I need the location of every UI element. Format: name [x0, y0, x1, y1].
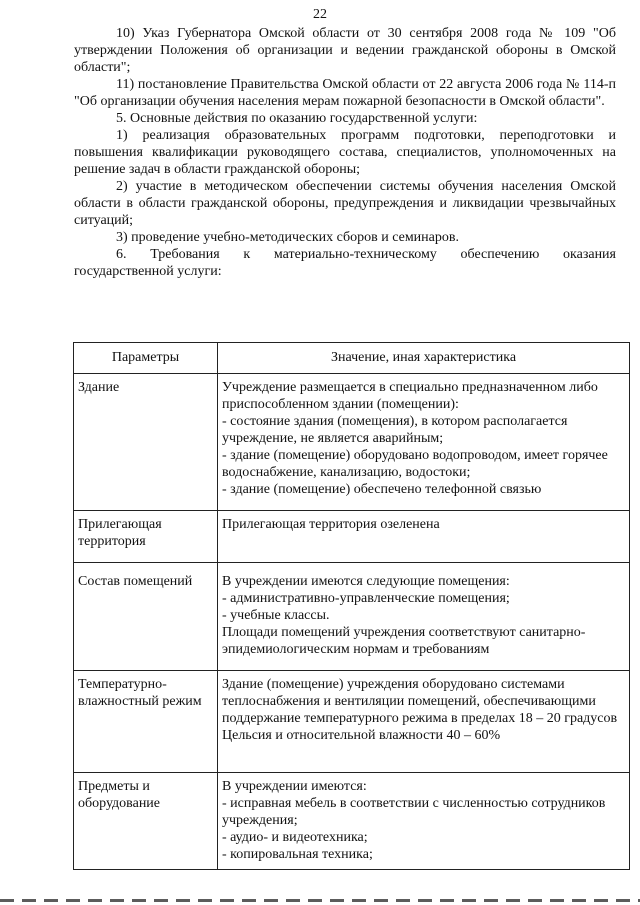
paragraph-section-6: 6. Требования к материально-техническому обеспечению оказания государственной услуги: — [74, 247, 616, 279]
document-body — [74, 25, 616, 280]
paragraph-action-2: 2) участие в методическом обеспечении системы обучения населения Омской области в области гражданской обороны, предупреждения и ликвидации чрезвычайных ситуаций; — [74, 179, 616, 228]
value-line: - здание (помещение) обеспечено телефонной связью — [222, 482, 542, 497]
value-line: - аудио- и видеотехника; — [222, 830, 368, 845]
value-line: - административно-управленческие помещения; — [222, 591, 510, 606]
table-header-value: Значение, иная характеристика — [218, 343, 630, 374]
table-cell-param: Прилегающая территория — [74, 511, 218, 563]
paragraph-action-1: 1) реализация образовательных программ подготовки, переподготовки и повышения квалификации руководящего состава, специалистов, уполномоченных на решение задач в области гражданской обороны; — [74, 128, 616, 177]
table-cell-param: Температурно-влажностный режим — [74, 671, 218, 773]
value-line: Прилегающая территория озеленена — [222, 517, 440, 532]
table-header-row — [74, 343, 630, 374]
value-line: - исправная мебель в соответствии с численностью сотрудников учреждения; — [222, 796, 606, 828]
value-line: Площади помещений учреждения соответствуют санитарно-эпидемиологическим нормам и требованиям — [222, 625, 586, 657]
table-cell-value — [218, 773, 630, 870]
table-cell-value — [218, 374, 630, 511]
requirements-table-wrapper — [60, 342, 640, 862]
value-line: - здание (помещение) оборудовано водопроводом, имеет горячее водоснабжение, канализацию, водостоки; — [222, 448, 608, 480]
table-cell-param: Здание — [74, 374, 218, 511]
paragraph-item-10: 10) Указ Губернатора Омской области от 30 сентября 2008 года № 109 "Об утверждении Положения об организации и ведении гражданской обороны в Омской области"; — [74, 26, 616, 75]
table-cell-param: Состав помещений — [74, 563, 218, 671]
table-cell-value — [218, 511, 630, 563]
page-number: 22 — [313, 7, 327, 22]
table-row — [74, 374, 630, 511]
value-line: - учебные классы. — [222, 608, 330, 623]
table-row — [74, 563, 630, 671]
table-row — [74, 511, 630, 563]
table-cell-value — [218, 671, 630, 773]
table-cell-value — [218, 563, 630, 671]
value-line: Учреждение размещается в специально предназначенном либо приспособленном здании (помещении): — [222, 380, 598, 412]
requirements-table — [73, 342, 630, 870]
value-line: В учреждении имеются: — [222, 779, 367, 794]
value-line: Здание (помещение) учреждения оборудовано системами теплоснабжения и вентиляции помещений, обеспечивающими поддержание температурного режима в пределах 18 – 20 градусов Цельсия и относительной влажности 40 – 60% — [222, 677, 618, 743]
paragraph-section-5: 5. Основные действия по оказанию государственной услуги: — [116, 111, 478, 126]
paragraph-item-11: 11) постановление Правительства Омской области от 22 августа 2006 года № 114-п "Об организации обучения населения мерам пожарной безопасности в Омской области". — [74, 77, 616, 109]
value-line: В учреждении имеются следующие помещения: — [222, 574, 510, 589]
value-line: - состояние здания (помещения), в котором располагается учреждение, не является аварийным; — [222, 414, 568, 446]
value-line: - копировальная техника; — [222, 847, 373, 862]
page-bottom-dashed-edge — [0, 899, 640, 902]
table-header-parameters: Параметры — [74, 343, 218, 374]
paragraph-action-3: 3) проведение учебно-методических сборов и семинаров. — [116, 230, 459, 245]
table-cell-param: Предметы и оборудование — [74, 773, 218, 870]
table-row — [74, 671, 630, 773]
table-row — [74, 773, 630, 870]
